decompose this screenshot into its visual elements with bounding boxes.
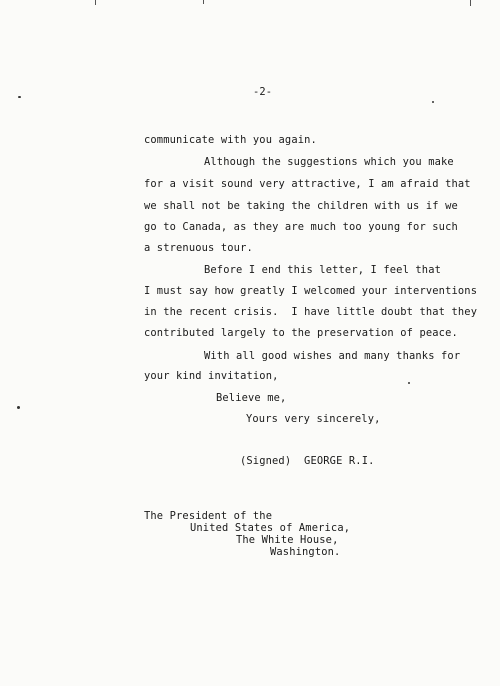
body-line: a strenuous tour. (144, 242, 253, 254)
address-line: United States of America, (190, 522, 351, 534)
body-line: With all good wishes and many thanks for (204, 350, 461, 362)
address-line: The President of the (144, 510, 273, 522)
body-line: contributed largely to the preservation of peace. (144, 327, 458, 339)
body-line: your kind invitation, (144, 370, 279, 382)
body-line: for a visit sound very attractive, I am afraid that (144, 178, 471, 190)
body-line: I must say how greatly I welcomed your interventions (144, 285, 478, 297)
scan-speck (17, 406, 20, 409)
scan-speck (432, 101, 434, 103)
address-line: Washington. (270, 546, 341, 558)
scan-speck (408, 382, 410, 384)
body-line: in the recent crisis. I have little doubt that they (144, 306, 478, 318)
closing-believe: Believe me, (216, 392, 287, 404)
address-line: The White House, (236, 534, 339, 546)
scan-mark (470, 0, 471, 6)
scan-mark (203, 0, 204, 4)
closing-yours: Yours very sincerely, (246, 413, 381, 425)
signature-block: (Signed) GEORGE R.I. (240, 455, 375, 467)
body-line: Although the suggestions which you make (204, 156, 454, 168)
body-line: communicate with you again. (144, 134, 317, 146)
page-number: -2- (253, 86, 273, 98)
body-line: Before I end this letter, I feel that (204, 264, 442, 276)
scan-mark (95, 0, 96, 5)
body-line: go to Canada, as they are much too young for such (144, 221, 458, 233)
scan-speck (18, 96, 21, 98)
body-line: we shall not be taking the children with us if we (144, 200, 458, 212)
